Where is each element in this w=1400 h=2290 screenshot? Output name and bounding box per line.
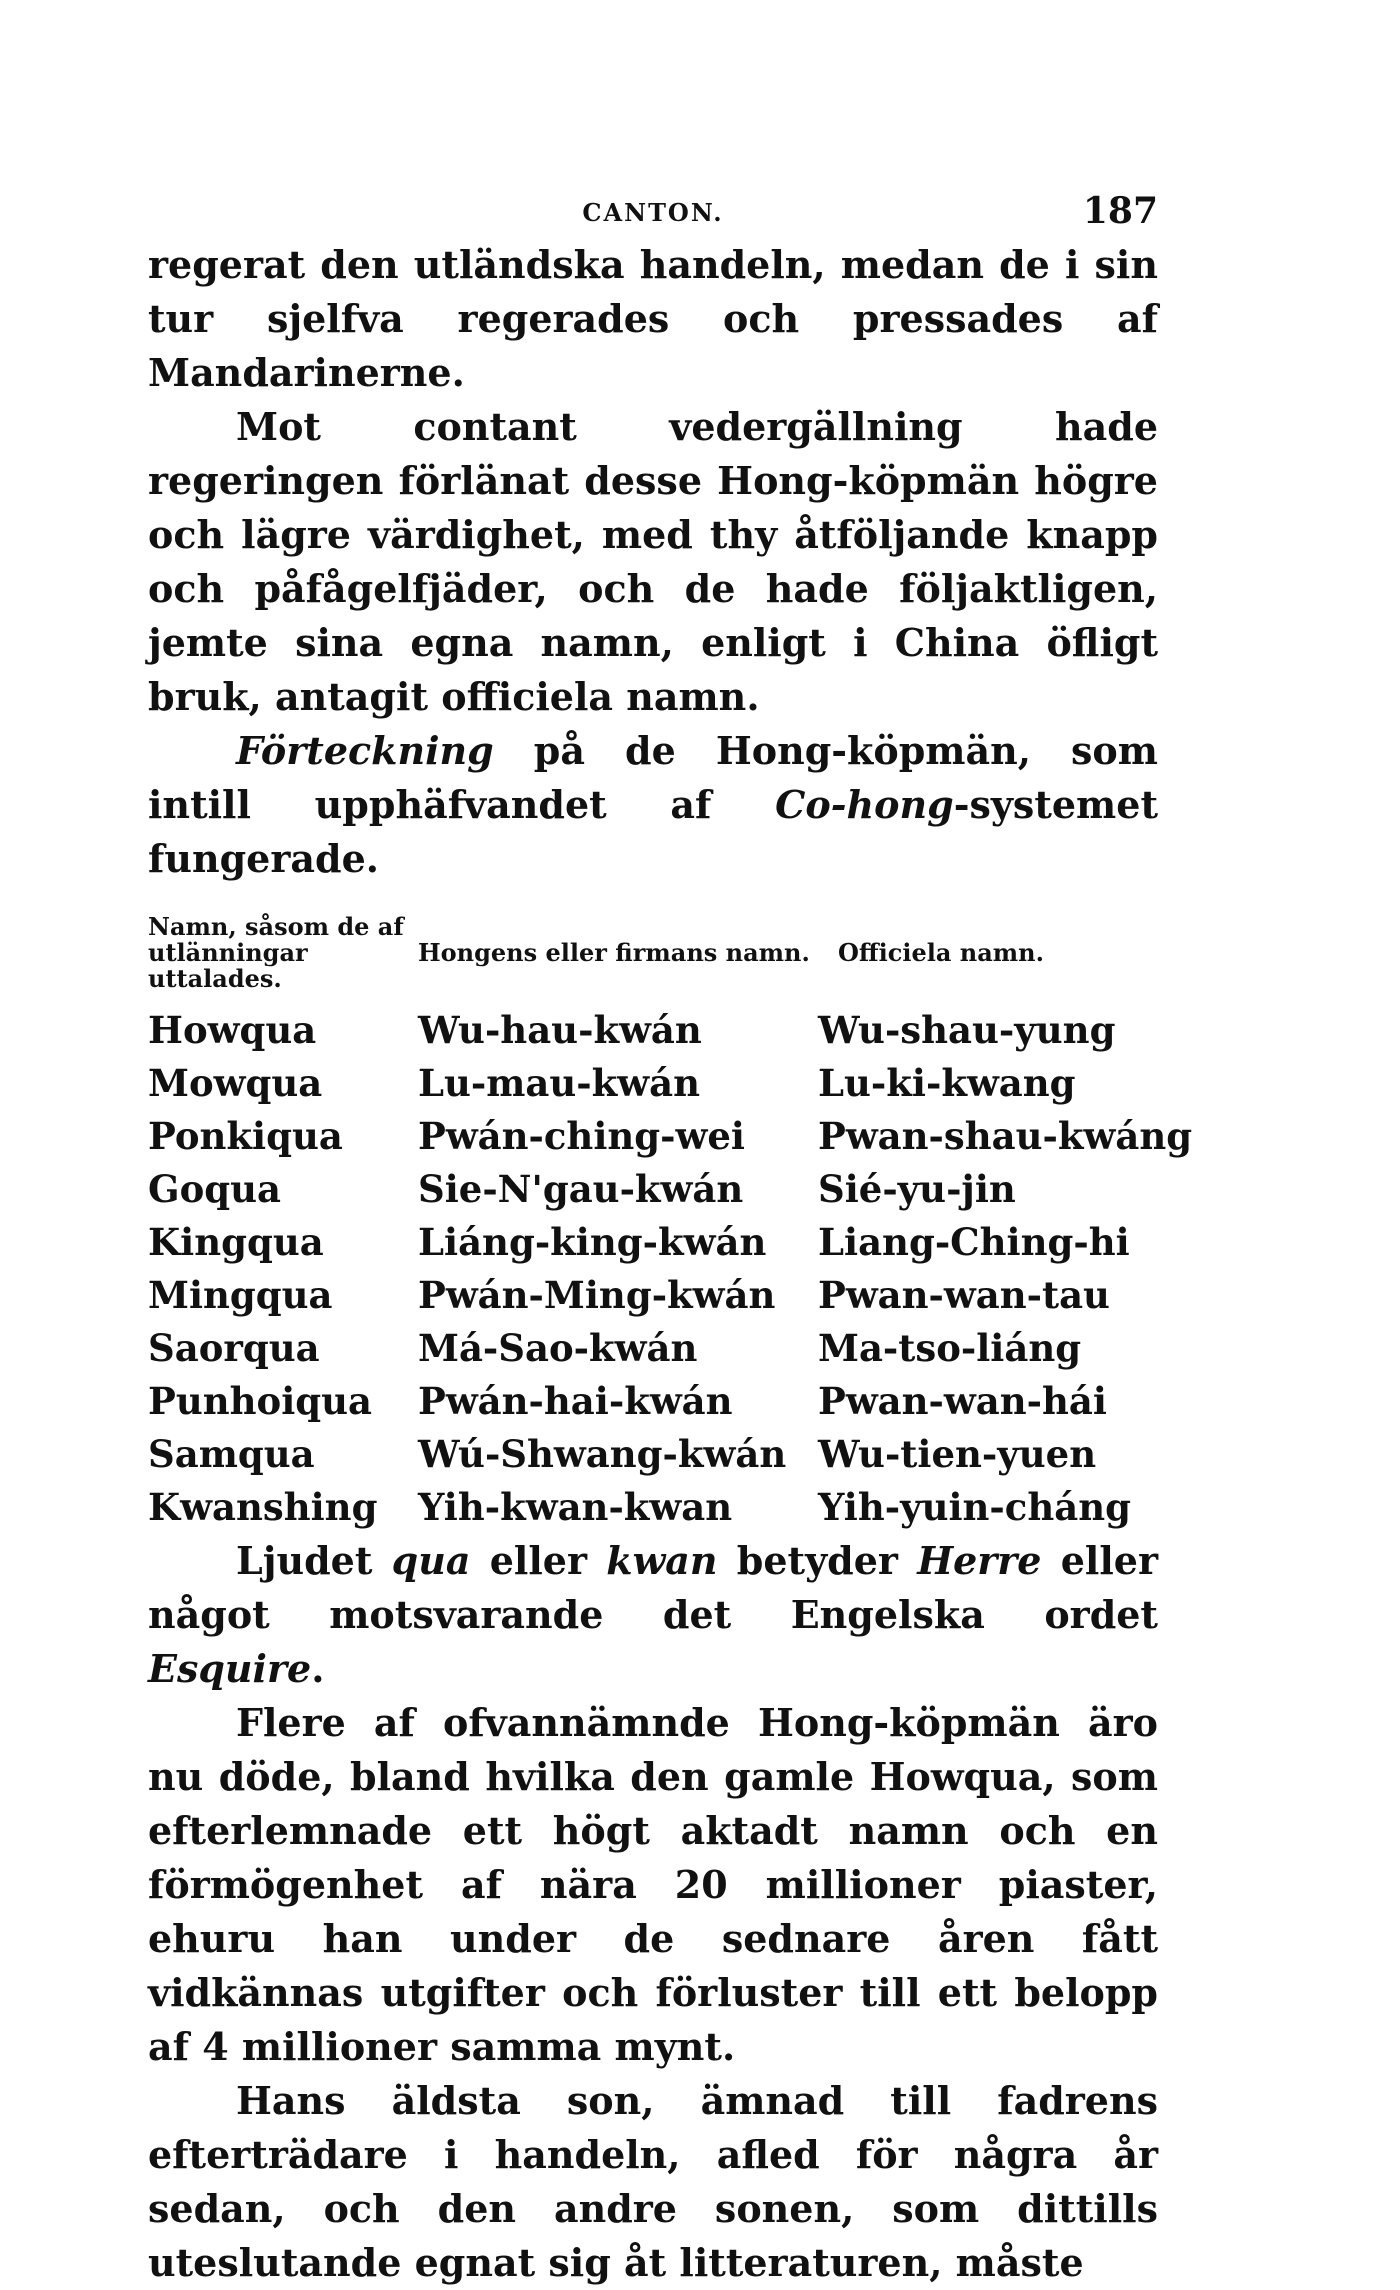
italic-term: Förteckning xyxy=(236,728,494,773)
table-cell: Goqua xyxy=(148,1167,282,1211)
table-cell: Kwanshing xyxy=(148,1485,378,1529)
running-head xyxy=(148,190,1158,238)
text-run: betyder xyxy=(717,1538,918,1583)
paragraph-2: Mot contant vedergällning hade regeringen förlänat desse Hong-köpmän högre och lägre värdighet, med thy åtföljande knapp och påfågelfjäder, och de hade följaktligen, jemte sina egna namn, enligt i China öfligt bruk, antagit officiela namn. xyxy=(148,404,1158,719)
text-run: Ljudet xyxy=(236,1538,392,1583)
table-cell: Liang-Ching-hi xyxy=(818,1220,1130,1264)
table-cell: Pwan-shau-kwáng xyxy=(818,1114,1193,1158)
table-cell: Samqua xyxy=(148,1432,315,1476)
table-cell: Sie-N'gau-kwán xyxy=(418,1167,744,1211)
italic-term: Co-hong xyxy=(775,782,954,827)
hong-merchants-table xyxy=(148,1004,1193,1534)
italic-term: Herre xyxy=(917,1538,1042,1583)
table-cell: Sié-yu-jin xyxy=(818,1167,1016,1211)
table-cell: Má-Sao-kwán xyxy=(418,1326,698,1370)
book-page xyxy=(148,190,1193,2290)
table-cell: Pwán-hai-kwán xyxy=(418,1379,733,1423)
table-cell: Wu-shau-yung xyxy=(818,1008,1116,1052)
table-cell: Pwan-wan-tau xyxy=(818,1273,1110,1317)
table-header-row xyxy=(148,914,1158,992)
table-cell: Kingqua xyxy=(148,1220,324,1264)
table-cell: Howqua xyxy=(148,1008,317,1052)
table-cell: Pwán-ching-wei xyxy=(418,1114,745,1158)
table-cell: Saorqua xyxy=(148,1326,320,1370)
table-cell: Wu-hau-kwán xyxy=(418,1008,702,1052)
text-run: -systemet fungerade. xyxy=(148,782,1158,881)
table-cell: Pwán-Ming-kwán xyxy=(418,1273,776,1317)
table-cell: Mowqua xyxy=(148,1061,323,1105)
paragraph-3 xyxy=(148,724,1158,886)
table-cell: Lu-mau-kwán xyxy=(418,1061,701,1105)
text-run: eller xyxy=(470,1538,607,1583)
italic-term: Esquire xyxy=(148,1646,312,1691)
table-cell: Wú-Shwang-kwán xyxy=(418,1432,787,1476)
paragraph-6: Hans äldsta son, ämnad till fadrens efterträdare i handeln, afled för några år sedan, och den andre sonen, som dittills uteslutande egnat sig åt litteraturen, måste xyxy=(148,2078,1158,2285)
table-cell: Ma-tso-liáng xyxy=(818,1326,1082,1370)
text-run: eller något motsvarande det Engelska ordet xyxy=(148,1538,1158,1637)
paragraph-5: Flere af ofvannämnde Hong-köpmän äro nu döde, bland hvilka den gamle Howqua, som efterlemnade ett högt aktadt namn och en förmögenhet af nära 20 millioner piaster, ehuru han under de sednare åren fått vidkännas utgifter och förluster till ett belopp af 4 millioner samma mynt. xyxy=(148,1700,1158,2069)
table-cell: Mingqua xyxy=(148,1273,333,1317)
paragraph-4 xyxy=(148,1534,1158,1696)
table-cell: Wu-tien-yuen xyxy=(818,1432,1097,1476)
table-cell: Yih-kwan-kwan xyxy=(418,1485,733,1529)
table-cell: Punhoiqua xyxy=(148,1379,373,1423)
table-cell: Liáng-king-kwán xyxy=(418,1220,767,1264)
table-cell: Yih-yuin-cháng xyxy=(818,1485,1131,1529)
page-number: 187 xyxy=(1082,190,1158,232)
column-header-names: Namn, såsom de af utlänningar uttalades. xyxy=(148,912,404,993)
table-cell: Pwan-wan-hái xyxy=(818,1379,1107,1423)
paragraph-1: regerat den utländska handeln, medan de i sin tur sjelfva regerades och pressades af Mandarinerne. xyxy=(148,242,1158,395)
text-run: . xyxy=(311,1646,325,1691)
column-header-official: Officiela namn. xyxy=(838,938,1044,967)
column-header-hong: Hongens eller firmans namn. xyxy=(418,938,810,967)
table-cell: Ponkiqua xyxy=(148,1114,343,1158)
text-run: på de Hong-köpmän, som intill upphäfvandet af xyxy=(148,728,1158,827)
italic-term: kwan xyxy=(606,1538,718,1583)
italic-term: qua xyxy=(391,1538,471,1583)
running-title: CANTON. xyxy=(582,198,724,227)
table-cell: Lu-ki-kwang xyxy=(818,1061,1076,1105)
